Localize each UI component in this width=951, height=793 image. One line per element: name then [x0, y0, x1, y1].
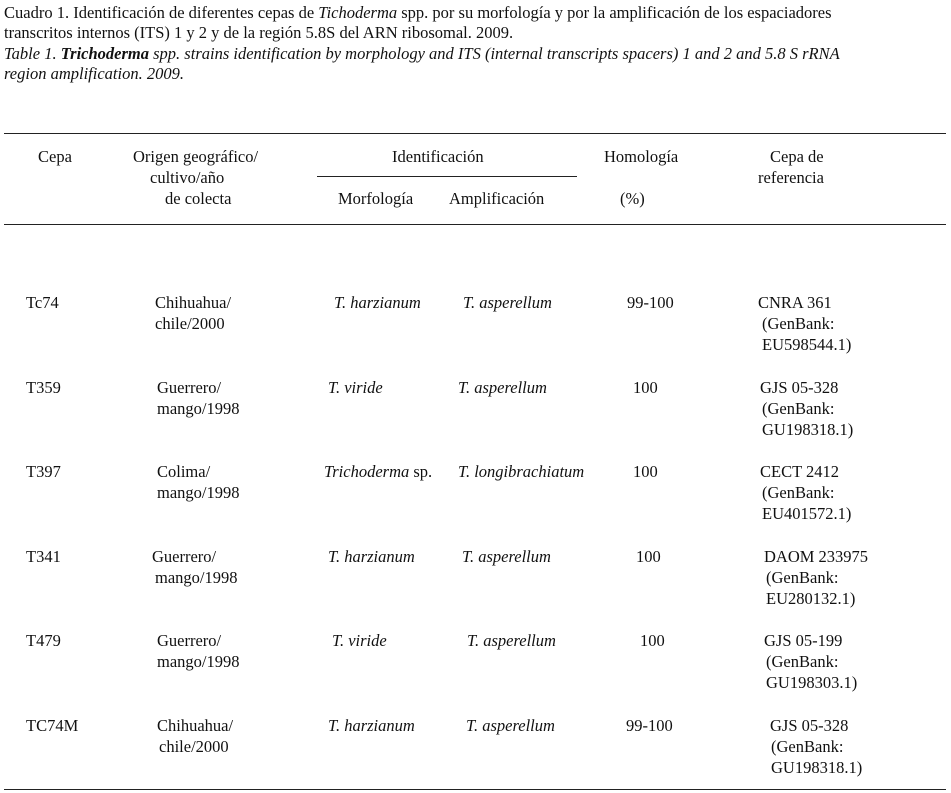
- cell-origen-line-2: chile/2000: [159, 737, 229, 756]
- cell-origen-line-2: mango/1998: [157, 652, 240, 671]
- cell-homologia: 99-100: [626, 716, 673, 735]
- header-origen-line-3: de colecta: [165, 189, 232, 208]
- caption-spanish-line-2: transcritos internos (ITS) 1 y 2 y de la región 5.8S del ARN ribosomal. 2009.: [4, 23, 514, 42]
- cell-morfologia: T. harzianum: [328, 547, 415, 566]
- caption-english-line-2: region amplification. 2009.: [4, 64, 184, 83]
- cell-morfologia: [324, 461, 432, 482]
- table-header-rule: [4, 224, 946, 225]
- cell-referencia-line-2: (GenBank:: [771, 737, 844, 756]
- cell-origen-line-2: mango/1998: [157, 399, 240, 418]
- cell-referencia-line-3: GU198318.1): [762, 420, 854, 439]
- cell-origen-line-1: Colima/: [157, 462, 211, 481]
- cell-homologia: 100: [636, 547, 661, 566]
- cell-origen-line-1: Chihuahua/: [155, 293, 232, 312]
- cell-cepa: Tc74: [26, 293, 59, 312]
- cell-amplificacion: T. asperellum: [467, 631, 556, 650]
- cell-homologia: 100: [640, 631, 665, 650]
- caption-es-genus: Tichoderma: [318, 3, 398, 22]
- cell-morfologia: T. harzianum: [328, 716, 415, 735]
- cell-referencia-line-1: GJS 05-328: [770, 716, 849, 735]
- cell-morfologia-genus: Trichoderma: [324, 462, 410, 481]
- cell-amplificacion: T. asperellum: [463, 293, 552, 312]
- cell-referencia-line-1: GJS 05-328: [760, 378, 839, 397]
- cell-morfologia: T. harzianum: [334, 293, 421, 312]
- cell-cepa: T479: [26, 631, 61, 650]
- cell-referencia-line-1: GJS 05-199: [764, 631, 843, 650]
- cell-referencia-line-3: EU401572.1): [762, 504, 852, 523]
- caption-en-text-b: spp. strains identification by morphology and ITS (internal transcripts spacers) 1 and 2 and 5.8 S rRNA: [149, 44, 840, 63]
- header-amplificacion: Amplificación: [449, 189, 545, 208]
- caption-english-line-1: [4, 45, 840, 63]
- cell-referencia-line-3: GU198318.1): [771, 758, 863, 777]
- caption-en-text-a: Table 1.: [4, 44, 61, 63]
- cell-homologia: 99-100: [627, 293, 674, 312]
- cell-referencia-line-1: DAOM 233975: [764, 547, 869, 566]
- cell-referencia-line-2: (GenBank:: [766, 568, 839, 587]
- caption-es-text-a: Cuadro 1. Identificación de diferentes cepas de: [4, 3, 319, 22]
- identificacion-subrule: [317, 176, 577, 177]
- header-origen-line-1: Origen geográfico/: [133, 147, 259, 166]
- cell-referencia-line-3: EU280132.1): [766, 589, 856, 608]
- cell-referencia-line-1: CECT 2412: [760, 462, 839, 481]
- header-referencia-line-2: referencia: [758, 168, 824, 187]
- cell-cepa: T341: [26, 547, 61, 566]
- cell-origen-line-1: Guerrero/: [157, 378, 222, 397]
- cell-morfologia-suffix: sp.: [409, 462, 433, 481]
- cell-amplificacion: T. asperellum: [458, 378, 547, 397]
- cell-referencia-line-2: (GenBank:: [762, 314, 835, 333]
- cell-origen-line-2: chile/2000: [155, 314, 225, 333]
- cell-referencia-line-2: (GenBank:: [762, 399, 835, 418]
- cell-amplificacion: T. asperellum: [466, 716, 555, 735]
- caption-es-text-b: spp. por su morfología y por la amplificación de los espaciadores: [397, 3, 832, 22]
- cell-cepa: TC74M: [26, 716, 79, 735]
- caption-en-genus: Trichoderma: [60, 44, 150, 63]
- cell-amplificacion: T. longibrachiatum: [458, 462, 585, 481]
- header-identificacion: Identificación: [392, 147, 484, 166]
- cell-referencia-line-1: CNRA 361: [758, 293, 832, 312]
- cell-referencia-line-3: EU598544.1): [762, 335, 852, 354]
- header-cepa: Cepa: [38, 147, 72, 166]
- cell-cepa: T397: [26, 462, 61, 481]
- table-bottom-rule: [4, 789, 946, 790]
- header-homologia-unit: (%): [620, 189, 645, 208]
- cell-origen-line-1: Guerrero/: [152, 547, 217, 566]
- cell-referencia-line-2: (GenBank:: [766, 652, 839, 671]
- cell-origen-line-1: Guerrero/: [157, 631, 222, 650]
- cell-referencia-line-3: GU198303.1): [766, 673, 858, 692]
- cell-homologia: 100: [633, 378, 658, 397]
- cell-referencia-line-2: (GenBank:: [762, 483, 835, 502]
- cell-origen-line-2: mango/1998: [155, 568, 238, 587]
- table-top-rule: [4, 133, 946, 134]
- caption-spanish-line-1: [4, 4, 832, 22]
- cell-morfologia: T. viride: [332, 631, 387, 650]
- cell-cepa: T359: [26, 378, 61, 397]
- cell-origen-line-1: Chihuahua/: [157, 716, 234, 735]
- cell-morfologia: T. viride: [328, 378, 383, 397]
- header-homologia: Homología: [604, 147, 679, 166]
- header-morfologia: Morfología: [338, 189, 414, 208]
- header-referencia-line-1: Cepa de: [770, 147, 824, 166]
- cell-amplificacion: T. asperellum: [462, 547, 551, 566]
- header-origen-line-2: cultivo/año: [150, 168, 225, 187]
- cell-homologia: 100: [633, 462, 658, 481]
- cell-origen-line-2: mango/1998: [157, 483, 240, 502]
